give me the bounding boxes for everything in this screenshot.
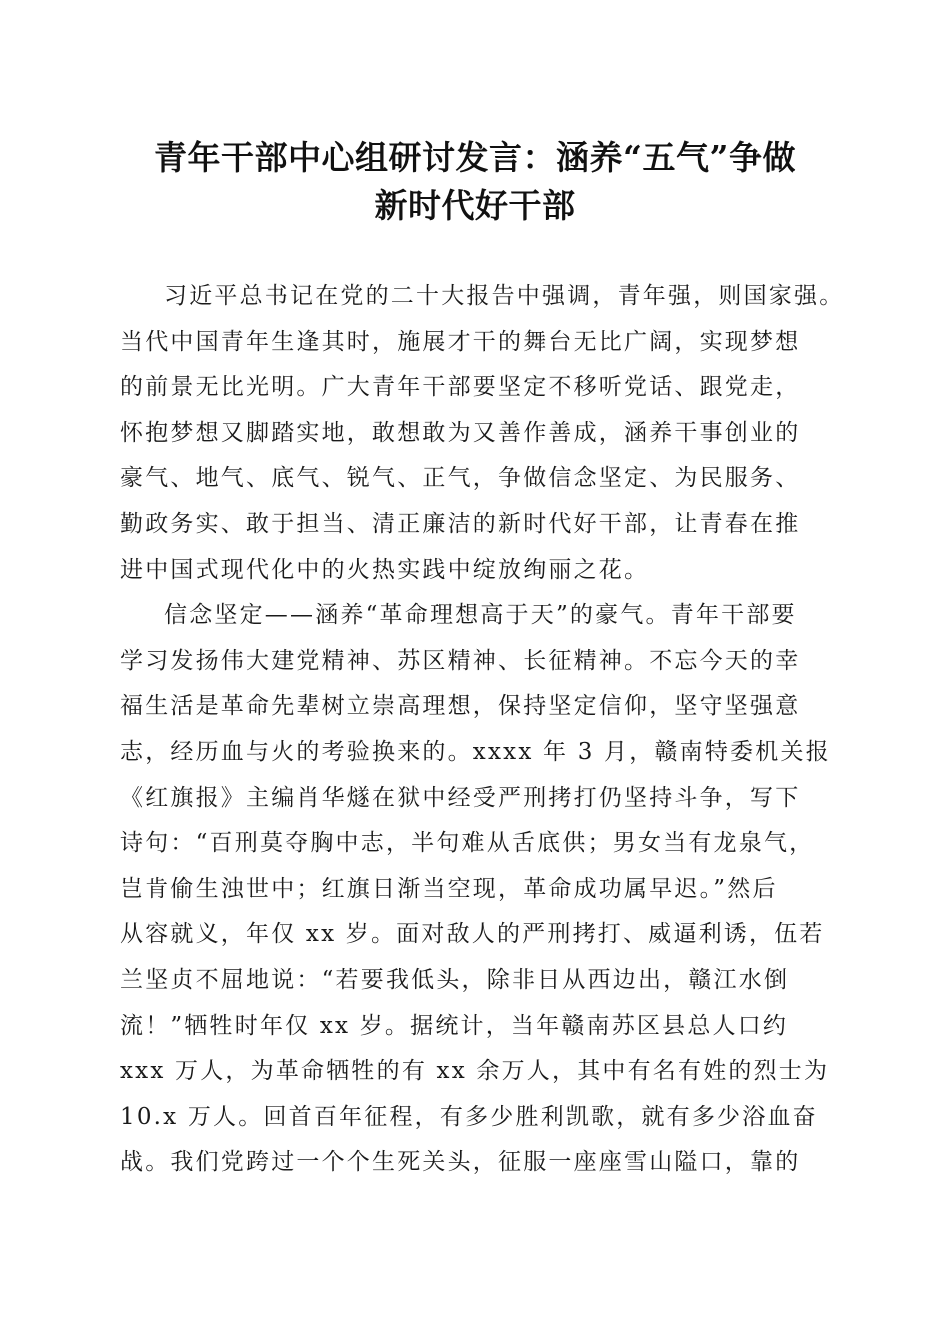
paragraph-2-line: 兰坚贞不屈地说：“若要我低头，除非日从西边出，赣江水倒 — [120, 966, 790, 993]
paragraph-1-line: 当代中国青年生逢其时，施展才干的舞台无比广阔，实现梦想 — [120, 328, 801, 355]
document-body — [120, 274, 845, 1186]
paragraph-2-line: 学习发扬伟大建党精神、苏区精神、长征精神。不忘今天的幸 — [120, 647, 801, 674]
paragraph-1-line: 习近平总书记在党的二十大报告中强调，青年强，则国家强。 — [164, 283, 845, 309]
paragraph-2-line: xxx 万人，为革命牺牲的有 xx 余万人，其中有名有姓的烈士为 — [120, 1058, 830, 1085]
paragraph-2-line: 志，经历血与火的考验换来的。xxxx 年 3 月，赣南特委机关报 — [120, 738, 831, 765]
title-line-2: 新时代好干部 — [374, 186, 576, 225]
paragraph-2-line: 从容就义，年仅 xx 岁。面对敌人的严刑拷打、威逼利诱，伍若 — [120, 921, 825, 948]
paragraph-1-line: 勤政务实、敢于担当、清正廉洁的新时代好干部，让青春在推 — [120, 510, 801, 537]
paragraph-2-line: 福生活是革命先辈树立崇高理想，保持坚定信仰，坚守坚强意 — [120, 693, 801, 720]
paragraph-1-line: 的前景无比光明。广大青年干部要坚定不移听党话、跟党走， — [120, 374, 801, 401]
paragraph-2-line: 《红旗报》主编肖华燧在狱中经受严刑拷打仍坚持斗争，写下 — [120, 784, 801, 811]
paragraph-1-line: 豪气、地气、底气、锐气、正气，争做信念坚定、为民服务、 — [120, 465, 801, 492]
paragraph-2-line: 岂肯偷生浊世中；红旗日渐当空现，革命成功属早迟。”然后 — [120, 875, 778, 902]
paragraph-1-line: 怀抱梦想又脚踏实地，敢想敢为又善作善成，涵养干事创业的 — [120, 419, 801, 446]
paragraph-2-line: 流！”牺牲时年仅 xx 岁。据统计，当年赣南苏区县总人口约 — [120, 1012, 789, 1039]
paragraph-2-line: 10.x 万人。回首百年征程，有多少胜利凯歌，就有多少浴血奋 — [120, 1103, 818, 1130]
document-title — [100, 134, 850, 230]
paragraph-1-line: 进中国式现代化中的火热实践中绽放绚丽之花。 — [120, 556, 650, 583]
title-line-1: 青年干部中心组研讨发言：涵养“五气”争做 — [154, 138, 796, 177]
paragraph-2-line: 诗句：“百刑莫夺胸中志，半句难从舌底供；男女当有龙泉气， — [120, 830, 815, 857]
paragraph-2-line: 战。我们党跨过一个个生死关头，征服一座座雪山隘口，靠的 — [120, 1149, 801, 1176]
paragraph-2-line: 信念坚定——涵养“革命理想高于天”的豪气。青年干部要 — [164, 602, 797, 629]
